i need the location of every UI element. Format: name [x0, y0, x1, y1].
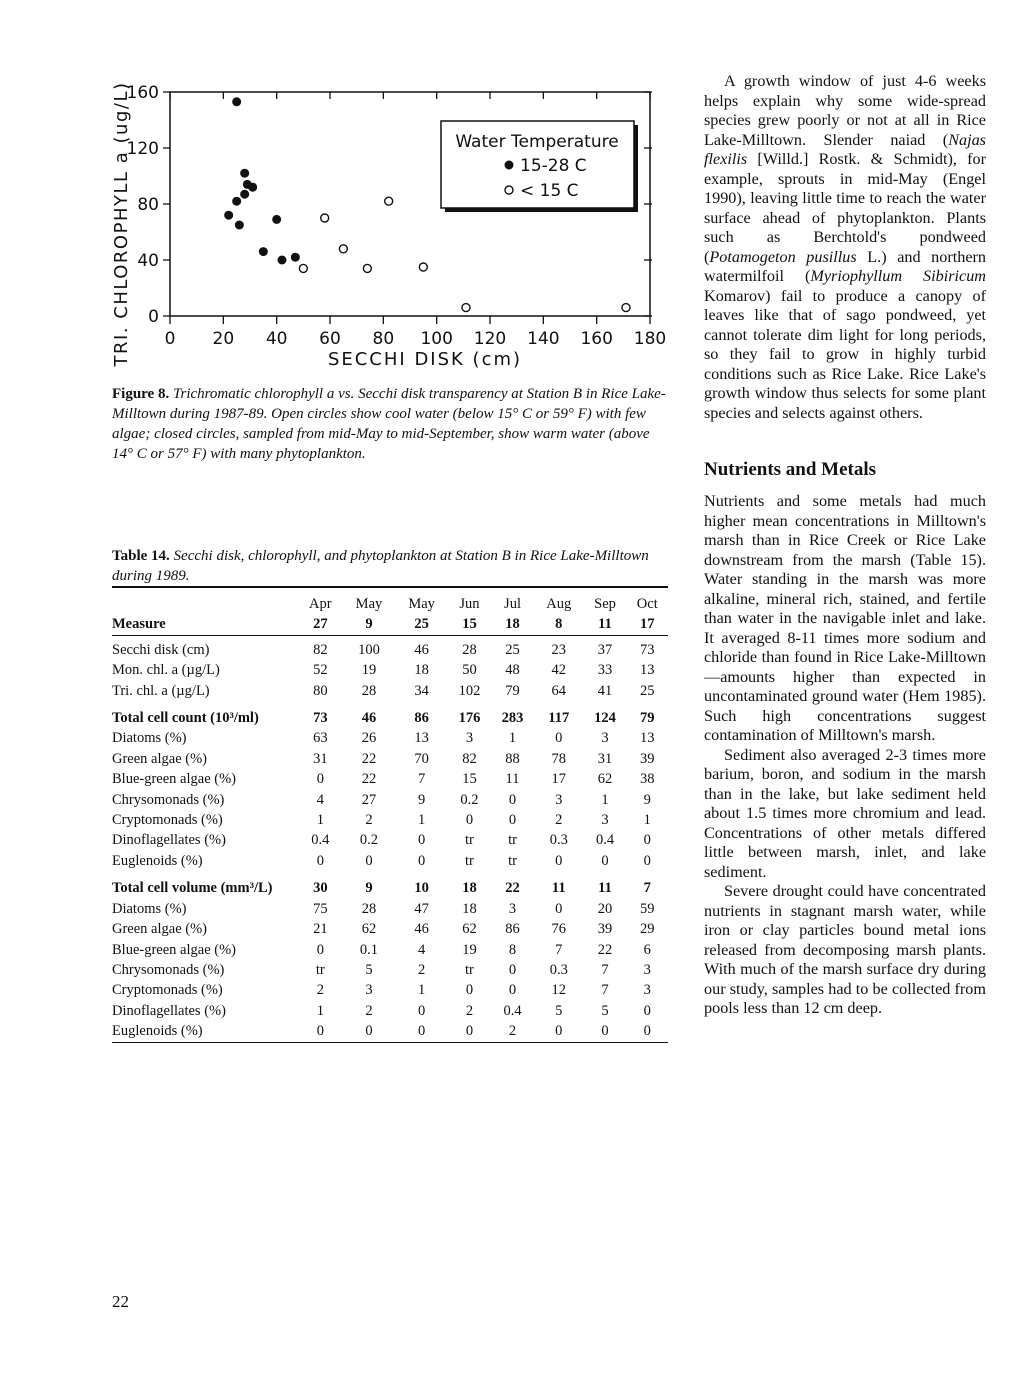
table-cell: 13 [640, 662, 655, 679]
row-label: Blue-green algae (%) [112, 771, 236, 788]
table-cell: 8 [508, 941, 517, 958]
day-header: 8 [534, 614, 583, 635]
warm-water-point [235, 221, 244, 230]
table-cell: 0.1 [359, 941, 379, 958]
table-cell: 12 [551, 982, 566, 999]
legend [441, 121, 638, 212]
table-row [112, 1021, 668, 1042]
warm-water-point [259, 247, 268, 256]
table-row [112, 919, 668, 939]
x-axis-label: SECCHI DISK (cm) [327, 349, 523, 370]
table-cell: 0 [365, 852, 373, 869]
cool-water-point [339, 245, 347, 253]
table-row [112, 1001, 668, 1021]
legend-title: Water Temperature [455, 132, 619, 152]
table-cell: tr [508, 832, 517, 849]
table-cell: 52 [313, 662, 328, 679]
x-tick-label: 40 [265, 329, 288, 349]
table-cell: 78 [551, 750, 566, 767]
nutrients-text [704, 492, 986, 1019]
x-tick-label: 100 [420, 329, 453, 349]
table-cell: 0 [316, 1023, 324, 1040]
table-cell: 19 [361, 662, 377, 679]
table-cell: 22 [361, 750, 377, 767]
table-cell: 28 [361, 682, 377, 699]
warm-water-point [272, 215, 281, 224]
table-cell: 0 [555, 1023, 563, 1040]
page-number: 22 [112, 1292, 129, 1311]
row-label: Euglenoids (%) [112, 852, 203, 869]
y-tick-label: 40 [137, 251, 159, 271]
table-cell: 5 [365, 961, 373, 978]
table-cell: 23 [551, 641, 566, 658]
text-run: Komarov) fail to produce a canopy of leaves like that of sago pondweed, yet cannot tolerate dim light for long periods, so they fail to grow in highly turbid conditions such as Rice Lake. Rice Lake's growth window thus selects for some plant species and selects against others. [704, 286, 986, 422]
x-tick-label: 140 [527, 329, 560, 349]
table-cell: 0.4 [595, 832, 615, 849]
table-cell: 82 [313, 641, 328, 658]
x-tick-label: 180 [633, 329, 667, 349]
month-header: Aug [546, 596, 572, 612]
table-cell: 1 [316, 812, 324, 829]
x-tick-label: 0 [164, 329, 176, 349]
table-row [112, 660, 668, 680]
table-cell: 100 [358, 641, 380, 658]
cool-water-point [321, 214, 329, 222]
month-header: Sep [594, 596, 616, 612]
table-cell: 0.2 [359, 832, 379, 849]
species-name: Najas flexilis [704, 130, 986, 168]
table-cell: 42 [551, 662, 566, 679]
x-tick-label: 160 [580, 329, 613, 349]
row-label: Euglenoids (%) [112, 1023, 203, 1040]
table-row [112, 871, 668, 898]
table-row [112, 635, 668, 660]
table-cell: 3 [601, 812, 609, 829]
y-axis-label: TRI. CHLOROPHYLL a (ug/L) [111, 81, 132, 367]
table-row [112, 851, 668, 871]
table-cell: 46 [414, 921, 429, 938]
table-cell: 25 [640, 682, 655, 699]
table-cell: 0 [508, 791, 517, 808]
table-row [112, 769, 668, 789]
table-cell: 0.4 [503, 1002, 522, 1019]
table-row [112, 980, 668, 1000]
table-cell: 0 [643, 1002, 651, 1019]
table-cell: 0 [465, 812, 474, 829]
x-tick-label: 60 [319, 329, 341, 349]
table-cell: 88 [505, 750, 520, 767]
table-label: Table 14. [112, 548, 170, 564]
table-cell: 0 [555, 852, 563, 869]
table-cell: 1 [316, 1002, 324, 1019]
table-cell: 3 [601, 730, 609, 747]
table-cell: 59 [640, 900, 655, 917]
table-cell: 10 [414, 880, 429, 897]
month-header: Oct [636, 596, 658, 612]
table-cell: 13 [414, 730, 429, 747]
table-cell: 7 [643, 880, 651, 897]
table-cell: 79 [505, 682, 520, 699]
table-cell: 11 [505, 771, 520, 788]
table-cell: 20 [597, 900, 613, 917]
table-cell: 86 [505, 921, 520, 938]
table-cell: 7 [417, 771, 426, 788]
table-cell: 76 [551, 921, 566, 938]
table-caption-text: Secchi disk, chlorophyll, and phytoplankton at Station B in Rice Lake-Milltown during 1989. [112, 548, 649, 584]
table-cell: 176 [458, 710, 481, 727]
chlorophyll-secchi-scatter-chart [100, 76, 680, 376]
legend-open-marker [505, 186, 513, 194]
row-label: Mon. chl. a (µg/L) [112, 662, 220, 679]
warm-water-point [291, 253, 300, 262]
table-cell: 3 [508, 900, 517, 917]
table-cell: 0 [643, 852, 651, 869]
table-cell: 0 [508, 982, 517, 999]
day-header: 18 [491, 614, 534, 635]
warm-water-point [240, 169, 249, 178]
legend-filled-marker [505, 161, 514, 170]
table-cell: 1 [417, 982, 426, 999]
text-run: A growth window of just 4-6 weeks helps explain why some wide-spread species grew poorly or not at all in Rice Lake-Milltown. Slender naiad ( [704, 72, 986, 149]
table-cell: 283 [501, 710, 524, 727]
table-cell: 0 [508, 961, 517, 978]
table-cell: 41 [597, 682, 613, 699]
table-cell: 21 [313, 921, 328, 938]
row-label: Secchi disk (cm) [112, 641, 210, 658]
table-cell: 62 [597, 771, 613, 788]
row-label: Diatoms (%) [112, 900, 187, 917]
y-tick-label: 80 [137, 195, 159, 215]
cool-water-point [385, 197, 393, 205]
row-label: Cryptomonads (%) [112, 982, 223, 999]
table-cell: 0.4 [311, 832, 330, 849]
table-cell: 3 [465, 730, 474, 747]
table-cell: 3 [643, 961, 651, 978]
row-label: Total cell count (10³/ml) [112, 710, 259, 727]
nutrients-paragraph-1: Nutrients and some metals had much higher mean concentrations in Milltown's marsh than in Rice Creek or Rice Lake downstream from the marsh (Table 15). Water standing in the marsh was more alkaline, mineral rich, stained, and fertile than water in the navigable inlet and lake. It averaged 8-11 times more sodium and chloride than found in Rice Lake-Milltown—amounts higher than expected in uncontaminated ground water (Hem 1985). Such high concentrations suggest contamination of Milltown's marsh. [704, 492, 986, 744]
table-cell: 22 [505, 880, 520, 897]
warm-water-point [232, 197, 241, 206]
table-cell: 7 [555, 941, 563, 958]
table-cell: 0 [417, 1023, 426, 1040]
table-cell: 28 [361, 900, 377, 917]
phytoplankton-table [112, 586, 668, 1043]
month-header: May [408, 596, 435, 612]
table-cell: 0.2 [460, 791, 479, 808]
table-cell: 2 [508, 1023, 517, 1040]
table-cell: 0 [465, 1023, 474, 1040]
table-cell: 33 [597, 662, 613, 679]
table-cell: 0.3 [549, 961, 568, 978]
day-header: 11 [583, 614, 626, 635]
table-cell: 2 [316, 982, 324, 999]
nutrients-paragraph-2: Sediment also averaged 2-3 times more barium, boron, and sodium in the marsh than in the lake, but lake sediment held about 1.5 times more chromium and lead. Concentrations of other metals differed little between marsh, inlet, and lake sediment. [704, 745, 986, 881]
table-cell: 0 [365, 1023, 373, 1040]
row-label: Chrysomonads (%) [112, 791, 225, 808]
table-cell: 124 [594, 710, 616, 727]
row-label: Dinoflagellates (%) [112, 832, 226, 849]
table-cell: 0 [417, 1002, 426, 1019]
table-cell: tr [465, 832, 474, 849]
table-cell: 0 [601, 852, 609, 869]
table-cell: 48 [505, 662, 520, 679]
row-label: Green algae (%) [112, 921, 207, 938]
y-tick-label: 120 [126, 139, 159, 159]
table-cell: 64 [551, 682, 566, 699]
table-cell: 5 [601, 1002, 609, 1019]
table-cell: 28 [462, 641, 477, 658]
table-cell: 38 [640, 771, 655, 788]
table-cell: 5 [555, 1002, 563, 1019]
nutrients-paragraph-3: Severe drought could have concentrated nutrients in stagnant marsh water, while iron or clay particles bound metal ions released from decomposing marsh plants. With much of the marsh surface dry during our study, samples had to be collected from pools less than 12 cm deep. [704, 882, 986, 1017]
table-cell: 9 [417, 791, 426, 808]
table-cell: 102 [458, 682, 481, 699]
table-cell: tr [465, 852, 474, 869]
table-cell: 0 [316, 771, 324, 788]
table-cell: 18 [414, 662, 429, 679]
table-body [112, 635, 668, 1042]
table-cell: 2 [365, 812, 373, 829]
table-cell: 80 [313, 682, 328, 699]
table-cell: 18 [462, 900, 477, 917]
row-label: Chrysomonads (%) [112, 961, 225, 978]
table-row [112, 830, 668, 850]
table-cell: 0 [508, 812, 517, 829]
table-cell: 39 [597, 921, 613, 938]
row-label: Cryptomonads (%) [112, 812, 223, 829]
table-cell: 1 [508, 730, 517, 747]
table-cell: 9 [365, 880, 373, 897]
table-cell: 17 [551, 771, 566, 788]
table-cell: 22 [597, 941, 613, 958]
table-cell: 4 [417, 941, 426, 958]
day-header: 15 [448, 614, 491, 635]
species-name: Potamogeton pusillus [709, 247, 857, 266]
growth-window-text [704, 72, 986, 423]
header-spacer [112, 587, 298, 614]
measure-header: Measure [112, 614, 298, 635]
table-cell: 46 [414, 641, 429, 658]
table-cell: 31 [313, 750, 328, 767]
row-label: Blue-green algae (%) [112, 941, 236, 958]
cool-water-point [622, 304, 630, 312]
table-cell: 29 [640, 921, 655, 938]
x-tick-label: 120 [473, 329, 507, 349]
table-cell: 0 [555, 730, 563, 747]
table-row [112, 810, 668, 830]
row-label: Diatoms (%) [112, 730, 187, 747]
table-cell: 7 [601, 982, 609, 999]
table-cell: 79 [640, 710, 655, 727]
table-cell: 0 [643, 1023, 651, 1040]
table-cell: 0 [643, 832, 651, 849]
table-cell: 3 [555, 791, 563, 808]
table-cell: 63 [313, 730, 328, 747]
table-row [112, 681, 668, 701]
table-cell: 3 [365, 982, 373, 999]
cool-water-point [363, 264, 371, 272]
table-cell: 27 [361, 791, 377, 808]
table-cell: 18 [462, 880, 477, 897]
table-cell: 75 [313, 900, 328, 917]
row-label: Total cell volume (mm³/L) [112, 880, 273, 897]
table-cell: 62 [462, 921, 477, 938]
table-cell: 7 [601, 961, 609, 978]
species-name: Myriophyllum Sibiricum [810, 267, 986, 285]
y-tick-label: 0 [148, 307, 159, 327]
text-run: [Willd.] Rostk. & Schmidt), for example, sprouts in mid-May (Engel 1990), leaving little time to reach the water surface ahead of phytoplankton. Plants such as Berchtold's pondweed ( [704, 150, 986, 266]
table-cell: 3 [643, 982, 651, 999]
month-header: Apr [309, 596, 332, 612]
table-cell: 50 [462, 662, 477, 679]
day-header: 25 [395, 614, 448, 635]
warm-water-point [278, 256, 287, 265]
day-header: 9 [343, 614, 396, 635]
table-cell: 0 [465, 982, 474, 999]
table-cell: tr [508, 852, 517, 869]
table-cell: 25 [505, 641, 520, 658]
growth-window-paragraph [704, 72, 986, 423]
x-tick-label: 80 [372, 329, 395, 349]
table-cell: 22 [361, 771, 377, 788]
table-cell: 9 [643, 791, 651, 808]
figure-label: Figure 8. [112, 386, 170, 402]
table-cell: 26 [361, 730, 377, 747]
month-header: Jul [504, 596, 521, 612]
table-cell: 70 [414, 750, 429, 767]
table-cell: 1 [417, 812, 426, 829]
section-heading-nutrients: Nutrients and Metals [704, 459, 877, 480]
legend-label-cool: < 15 C [520, 181, 579, 201]
table-cell: 31 [597, 750, 613, 767]
x-tick-label: 20 [212, 329, 235, 349]
y-tick-label: 160 [126, 83, 159, 103]
table-cell: 34 [414, 682, 429, 699]
table-cell: 46 [361, 710, 377, 727]
table-cell: 2 [465, 1002, 474, 1019]
table-cell: 1 [601, 791, 609, 808]
table-cell: 6 [643, 941, 651, 958]
table-cell: 15 [462, 771, 477, 788]
table-row [112, 899, 668, 919]
row-label: Green algae (%) [112, 750, 207, 767]
table-cell: 73 [313, 710, 328, 727]
table-cell: 47 [414, 900, 429, 917]
table-header-months [112, 587, 668, 614]
table-cell: 0 [417, 852, 426, 869]
warm-water-point [240, 190, 249, 199]
day-header: 17 [627, 614, 668, 635]
table-cell: 82 [462, 750, 477, 767]
table-cell: tr [315, 961, 325, 978]
table-cell: 11 [551, 880, 566, 897]
table-cell: 117 [548, 710, 570, 727]
table-cell: 2 [365, 1002, 373, 1019]
table-row [112, 940, 668, 960]
table-header-days [112, 614, 668, 635]
warm-water-point [224, 211, 233, 220]
table-row [112, 790, 668, 810]
warm-water-point [248, 183, 257, 192]
table-cell: 4 [316, 791, 324, 808]
row-label: Dinoflagellates (%) [112, 1002, 226, 1019]
legend-label-warm: 15-28 C [520, 156, 587, 176]
table-cell: 0 [417, 832, 426, 849]
table-row [112, 701, 668, 728]
month-header: Jun [459, 596, 480, 612]
table-cell: 0 [555, 900, 563, 917]
text-run: L.) and northern watermilfoil ( [704, 247, 986, 285]
table-cell: 30 [313, 880, 328, 897]
table-cell: 2 [555, 812, 563, 829]
table-cell: 1 [643, 812, 651, 829]
table-cell: 0.3 [549, 832, 568, 849]
figure-caption-text: Trichromatic chlorophyll a vs. Secchi disk transparency at Station B in Rice Lake-Milltown during 1987-89. Open circles show cool water (below 15° C or 59° F) with few algae; closed circles, sampled from mid-May to mid-September, show warm water (above 14° C or 57° F) with many phytoplankton. [112, 386, 666, 462]
cool-water-point [299, 264, 307, 272]
table-row [112, 728, 668, 748]
month-header: May [355, 596, 383, 612]
table-cell: 19 [462, 941, 477, 958]
table-cell: 73 [640, 641, 655, 658]
table-cell: 37 [597, 641, 613, 658]
table-cell: 62 [361, 921, 377, 938]
table-cell: 2 [417, 961, 426, 978]
table-cell: tr [465, 961, 474, 978]
warm-water-point [232, 97, 241, 106]
cool-water-point [462, 304, 470, 312]
cool-water-point [419, 263, 427, 271]
table-cell: 0 [601, 1023, 609, 1040]
table-cell: 13 [640, 730, 655, 747]
table-caption [112, 546, 672, 586]
table-row [112, 960, 668, 980]
table-row [112, 749, 668, 769]
table-cell: 0 [316, 852, 324, 869]
table-cell: 86 [414, 710, 429, 727]
row-label: Tri. chl. a (µg/L) [112, 682, 210, 699]
table-cell: 11 [598, 880, 612, 897]
table-cell: 0 [316, 941, 324, 958]
day-header: 27 [298, 614, 343, 635]
table-cell: 39 [640, 750, 655, 767]
figure-caption [112, 384, 672, 464]
